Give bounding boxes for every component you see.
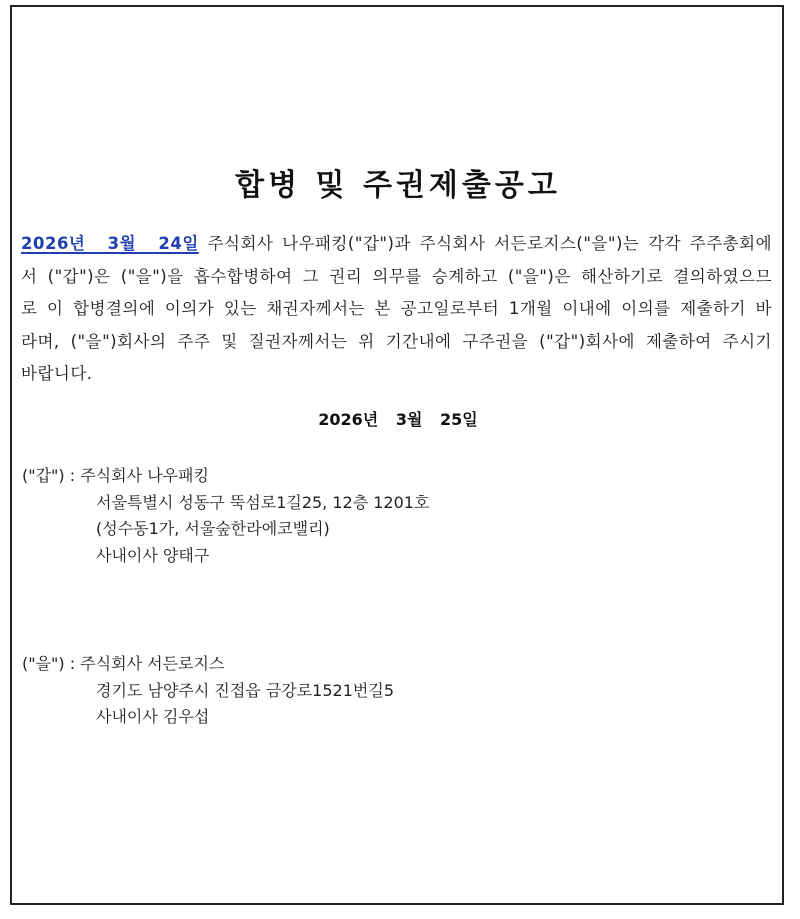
party-b-block xyxy=(22,651,762,731)
party-b-heading: ("을") : 주식회사 서든로지스 xyxy=(22,654,225,673)
notice-body-text: 주식회사 나우패킹("갑")과 주식회사 서든로지스("을")는 각각 주주총회에서 ("갑")은 ("을")을 흡수합병하여 그 권리 의무를 승계하고 ("을")은 해산하기로 결의하였으므로 이 합병결의에 이의가 있는 채권자께서는 본 공고일로부터 1개월 이내에 이의를 제출하기 바라며, ("을")회사의 주주 및 질권자께서는 위 기간내에 구주권을 ("갑")회사에 제출하여 주시기 바랍니다. xyxy=(21,234,773,383)
resolution-date: 2026년 3월 24일 xyxy=(21,234,199,253)
party-a-representative: 사내이사 양태구 xyxy=(96,545,210,565)
notice-date: 2026년 3월 25일 xyxy=(318,410,478,429)
notice-title: 합병 및 주권제출공고 xyxy=(235,168,561,203)
party-a-heading: ("갑") : 주식회사 나우패킹 xyxy=(22,466,209,485)
party-a-address: 서울특별시 성동구 뚝섬로1길25, 12층 1201호 xyxy=(96,492,430,512)
party-a-block xyxy=(22,463,762,569)
party-a-address-detail: (성수동1가, 서울숲한라에코밸리) xyxy=(96,519,330,538)
document-border xyxy=(10,5,784,905)
party-b-representative: 사내이사 김우섭 xyxy=(96,707,210,726)
party-b-address: 경기도 남양주시 진접읍 금강로1521번길5 xyxy=(96,680,394,700)
notice-body xyxy=(21,228,772,391)
